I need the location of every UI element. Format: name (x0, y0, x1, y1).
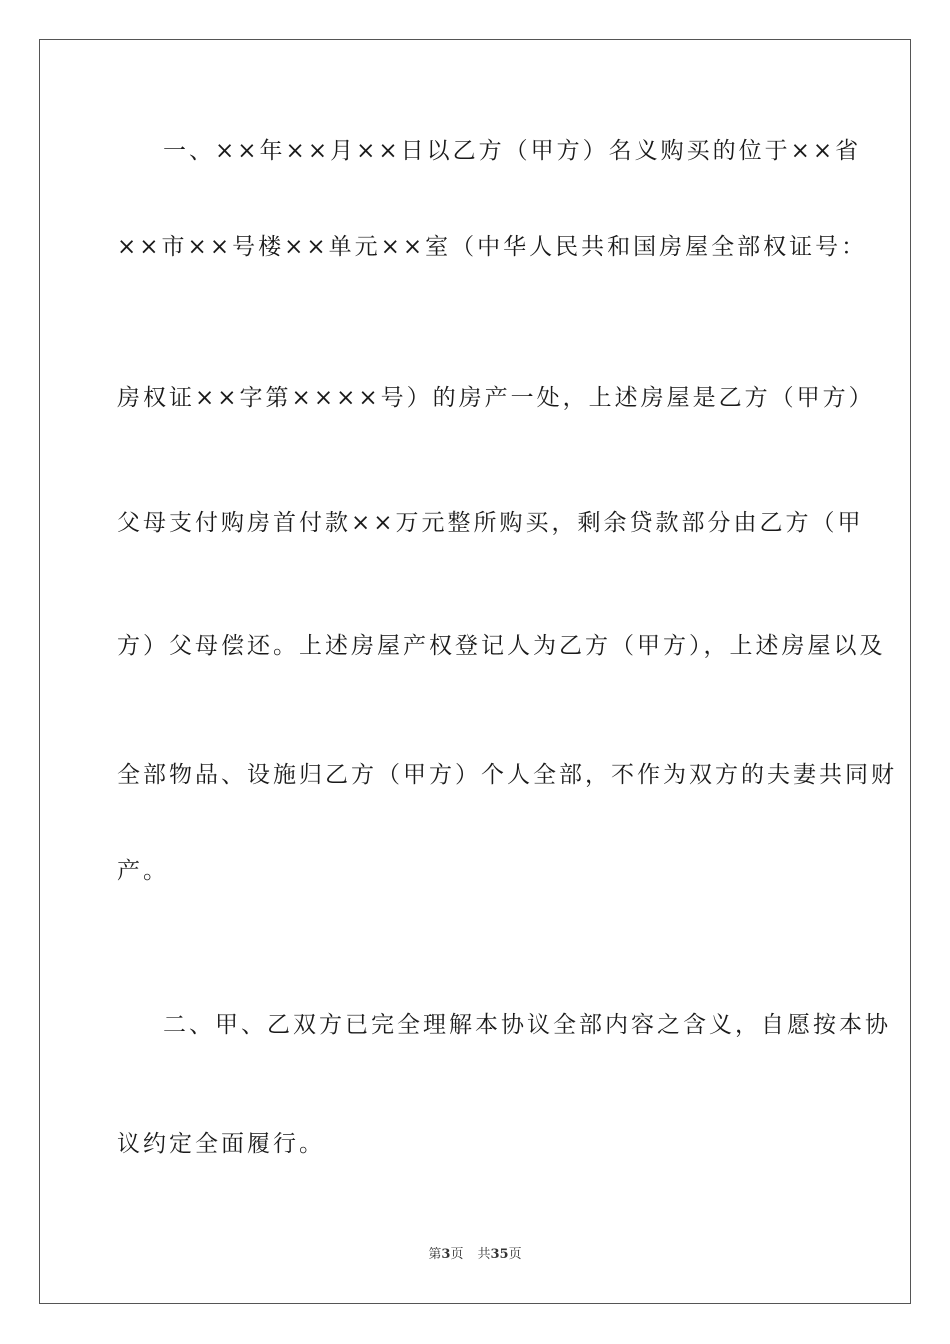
paragraph-2-line-1: 二、甲、乙双方已完全理解本协议全部内容之含义，自愿按本协 (163, 1012, 891, 1038)
paragraph-1-line-2: ××市××号楼××单元××室（中华人民共和国房屋全部权证号： (117, 234, 868, 260)
paragraph-1-line-3: 房权证××字第××××号）的房产一处，上述房屋是乙方（甲方） (117, 385, 875, 411)
total-pages: 35 (490, 1247, 509, 1262)
page-suffix: 页 (450, 1247, 464, 1262)
paragraph-1-line-6: 全部物品、设施归乙方（甲方）个人全部，不作为双方的夫妻共同财 (117, 762, 897, 788)
page-number: 3 (441, 1247, 451, 1262)
page-border (39, 39, 911, 1304)
paragraph-1-line-1: 一、××年××月××日以乙方（甲方）名义购买的位于××省 (163, 138, 862, 164)
paragraph-1-line-7: 产。 (117, 858, 169, 884)
page-footer (0, 1245, 950, 1265)
page-prefix: 第 (428, 1247, 442, 1262)
paragraph-2-line-2: 议约定全面履行。 (117, 1131, 325, 1157)
total-suffix: 页 (508, 1247, 522, 1262)
paragraph-1-line-4: 父母支付购房首付款××万元整所购买，剩余贷款部分由乙方（甲 (117, 510, 864, 536)
paragraph-1-line-5: 方）父母偿还。上述房屋产权登记人为乙方（甲方），上述房屋以及 (117, 633, 886, 659)
total-prefix: 共 (477, 1247, 491, 1262)
